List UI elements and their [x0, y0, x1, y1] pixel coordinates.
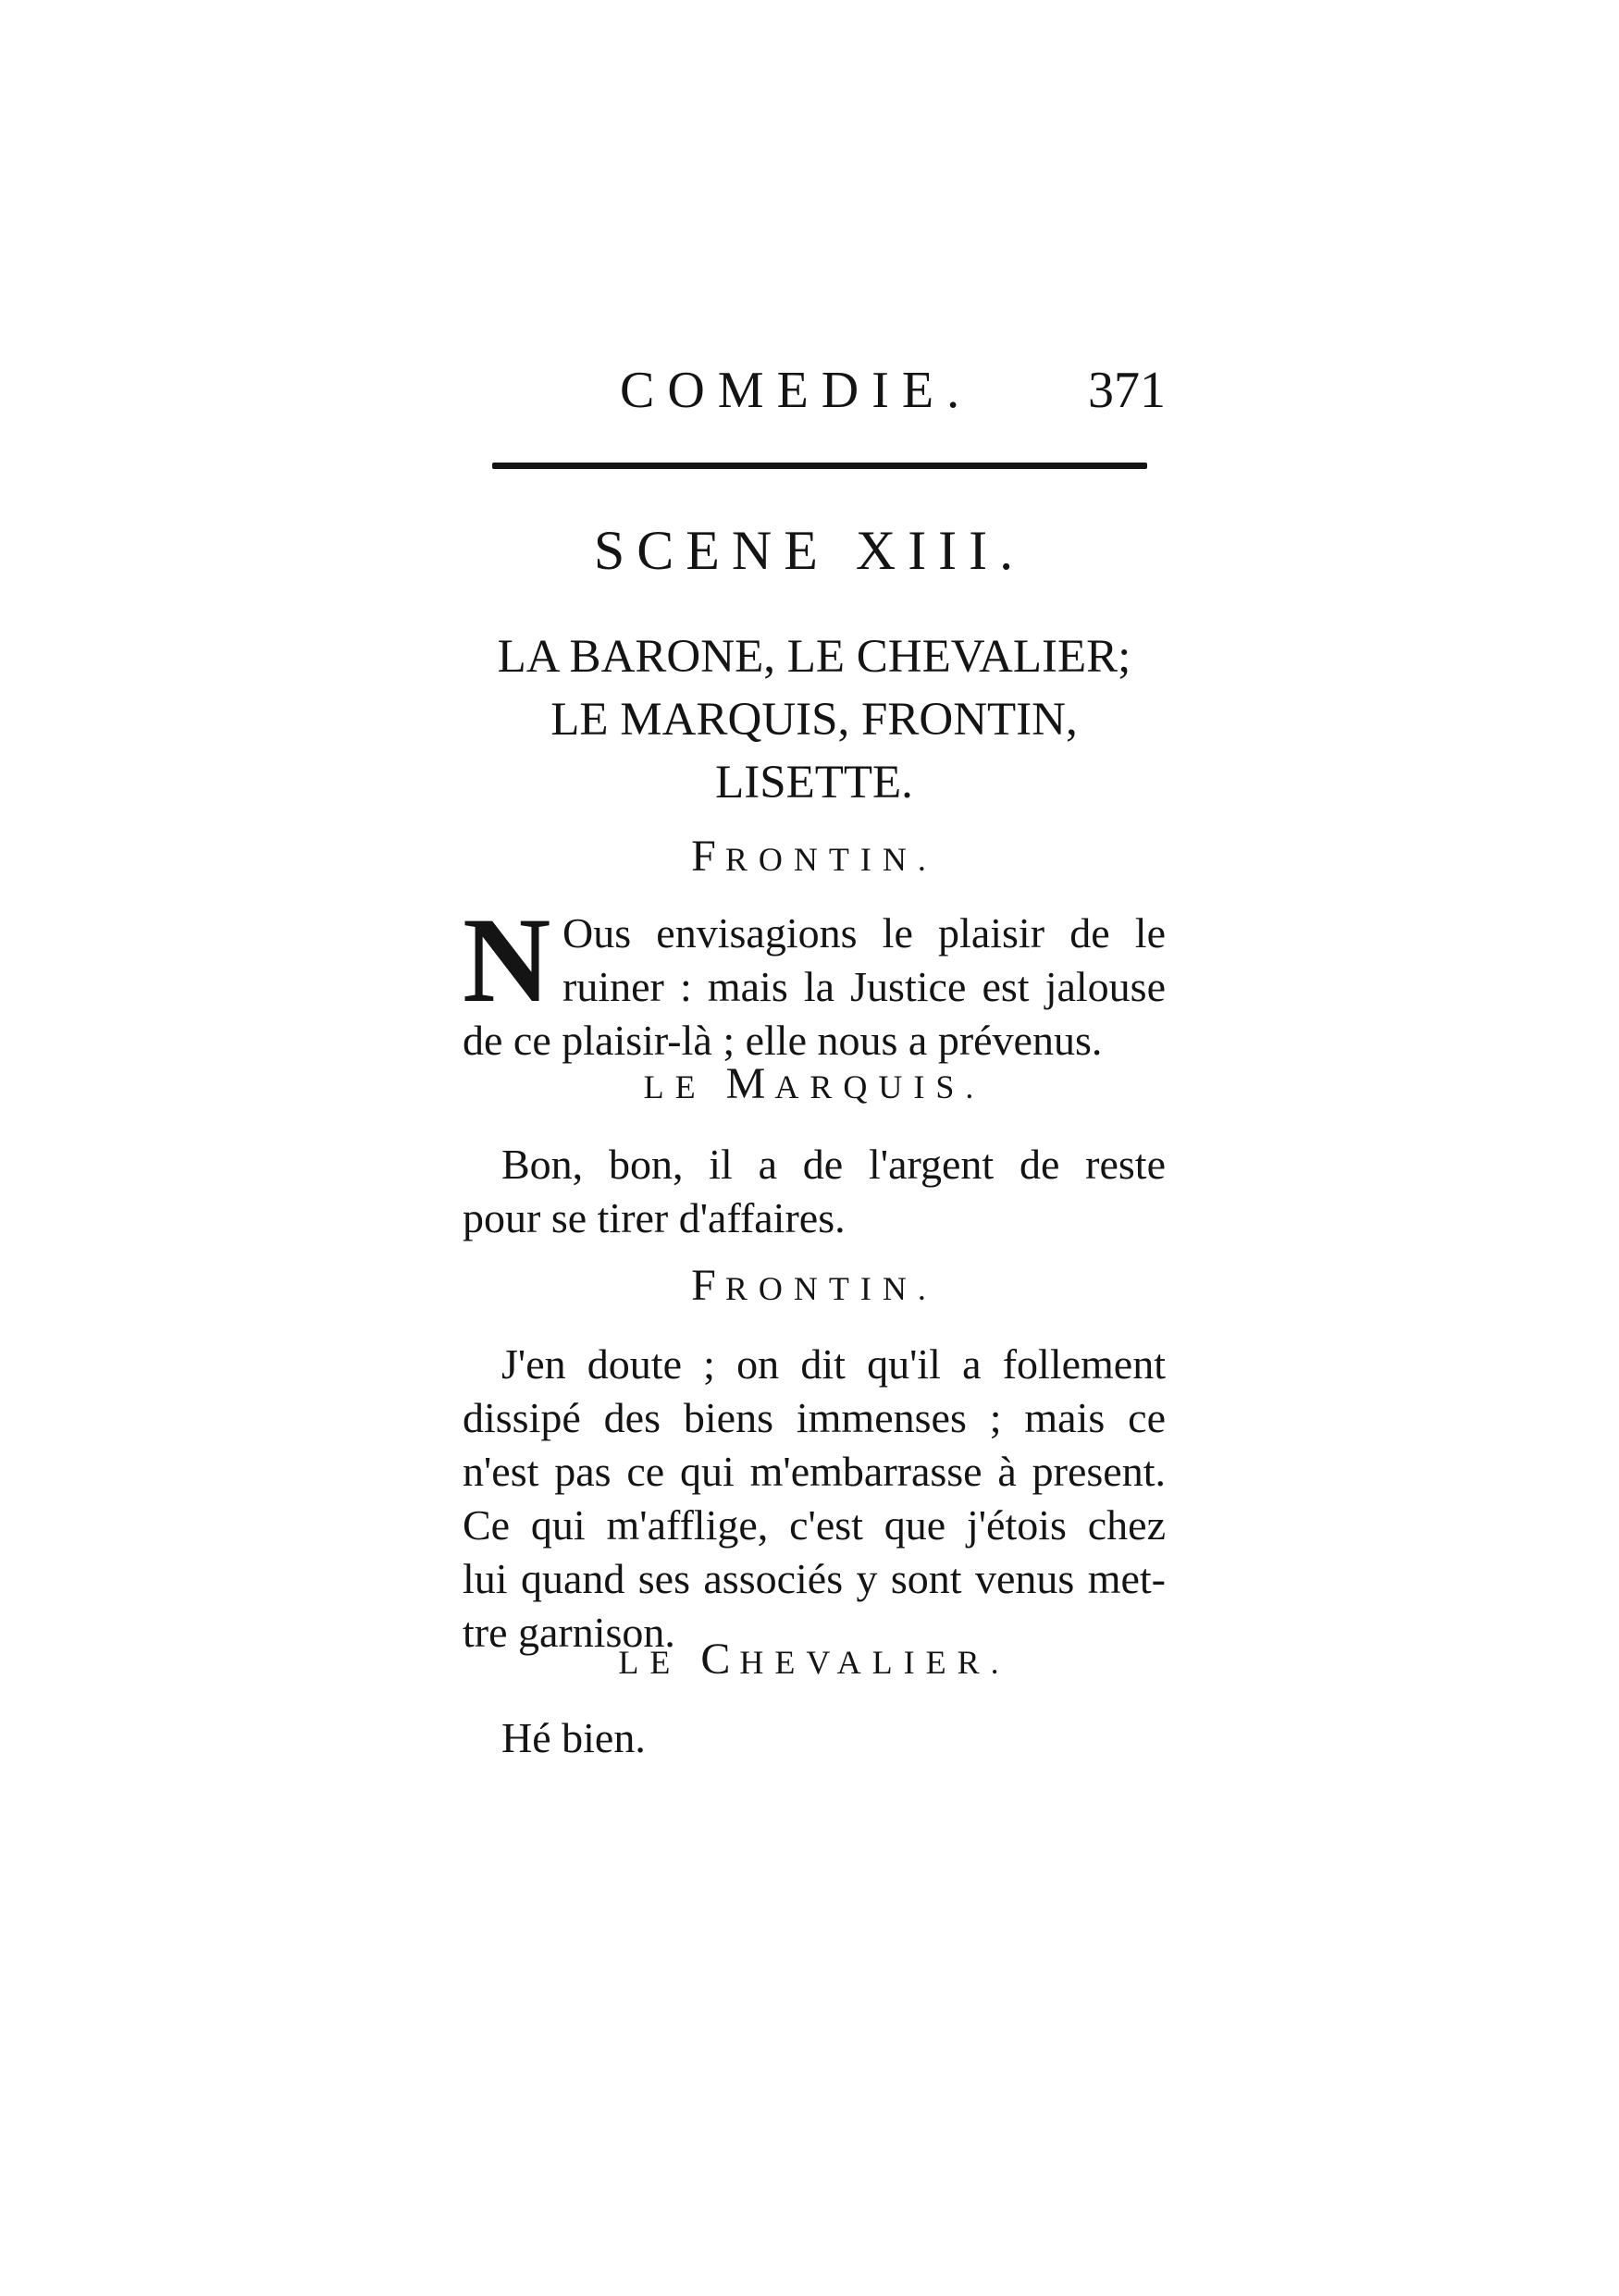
speech-line: dissipé des biens immenses ; mais ce — [463, 1394, 1166, 1441]
speech-text — [463, 892, 1166, 1068]
speech-line: Ce qui m'afflige, c'est que j'étois chez — [463, 1501, 1166, 1549]
speech-text — [463, 1711, 1166, 1765]
scene-title: SCENE XIII. — [593, 520, 1026, 581]
speaker-name — [463, 1056, 1166, 1115]
running-head — [481, 353, 1166, 427]
speech-line: pour se tirer d'affaires. — [463, 1194, 846, 1241]
speaker-name — [463, 1632, 1166, 1690]
speaker-rest: ARQUIS. — [774, 1068, 985, 1105]
cast-list — [463, 625, 1166, 814]
speech-line: de ce plaisir-là ; elle nous a prévenus. — [463, 1017, 1103, 1064]
speaker-rest: HEVALIER. — [739, 1644, 1010, 1681]
speech-line: Hé bien. — [501, 1714, 646, 1761]
speech-line: ruiner : mais la Justice est jalouse — [562, 963, 1166, 1010]
speaker-initial: C — [700, 1635, 740, 1684]
speaker-initial: M — [725, 1059, 775, 1108]
drop-cap: N — [463, 892, 551, 1028]
speaker-rest: RONTIN. — [724, 841, 937, 878]
speech-text — [463, 1338, 1166, 1660]
speech-text — [463, 1138, 1166, 1245]
cast-line: LISETTE. — [715, 757, 913, 809]
speaker-prefix: LE — [643, 1068, 726, 1105]
speech-line: Bon, bon, il a de l'argent de reste — [501, 1141, 1166, 1188]
cast-line: LA BARONE, LE CHEVALIER; — [497, 631, 1131, 683]
speech-line: n'est pas ce qui m'embarrasse à present. — [463, 1448, 1166, 1495]
running-title: COMEDIE. — [620, 362, 973, 419]
speech-line: Ous envisagions le plaisir de le — [562, 909, 1166, 957]
speech-line: J'en doute ; on dit qu'il a follement — [501, 1340, 1166, 1388]
speaker-rest: RONTIN. — [724, 1270, 937, 1307]
speaker-prefix: LE — [618, 1644, 701, 1681]
speaker-name — [463, 1258, 1166, 1316]
speech-line: lui quand ses associés y sont venus met- — [463, 1555, 1166, 1602]
speaker-initial: F — [691, 832, 725, 881]
speaker-name — [463, 829, 1166, 887]
speaker-initial: F — [691, 1261, 725, 1310]
page-number: 371 — [1088, 362, 1166, 419]
header-rule — [492, 463, 1147, 469]
speech-line: tre garnison. — [463, 1609, 675, 1656]
cast-line: LE MARQUIS, FRONTIN, — [550, 694, 1078, 746]
